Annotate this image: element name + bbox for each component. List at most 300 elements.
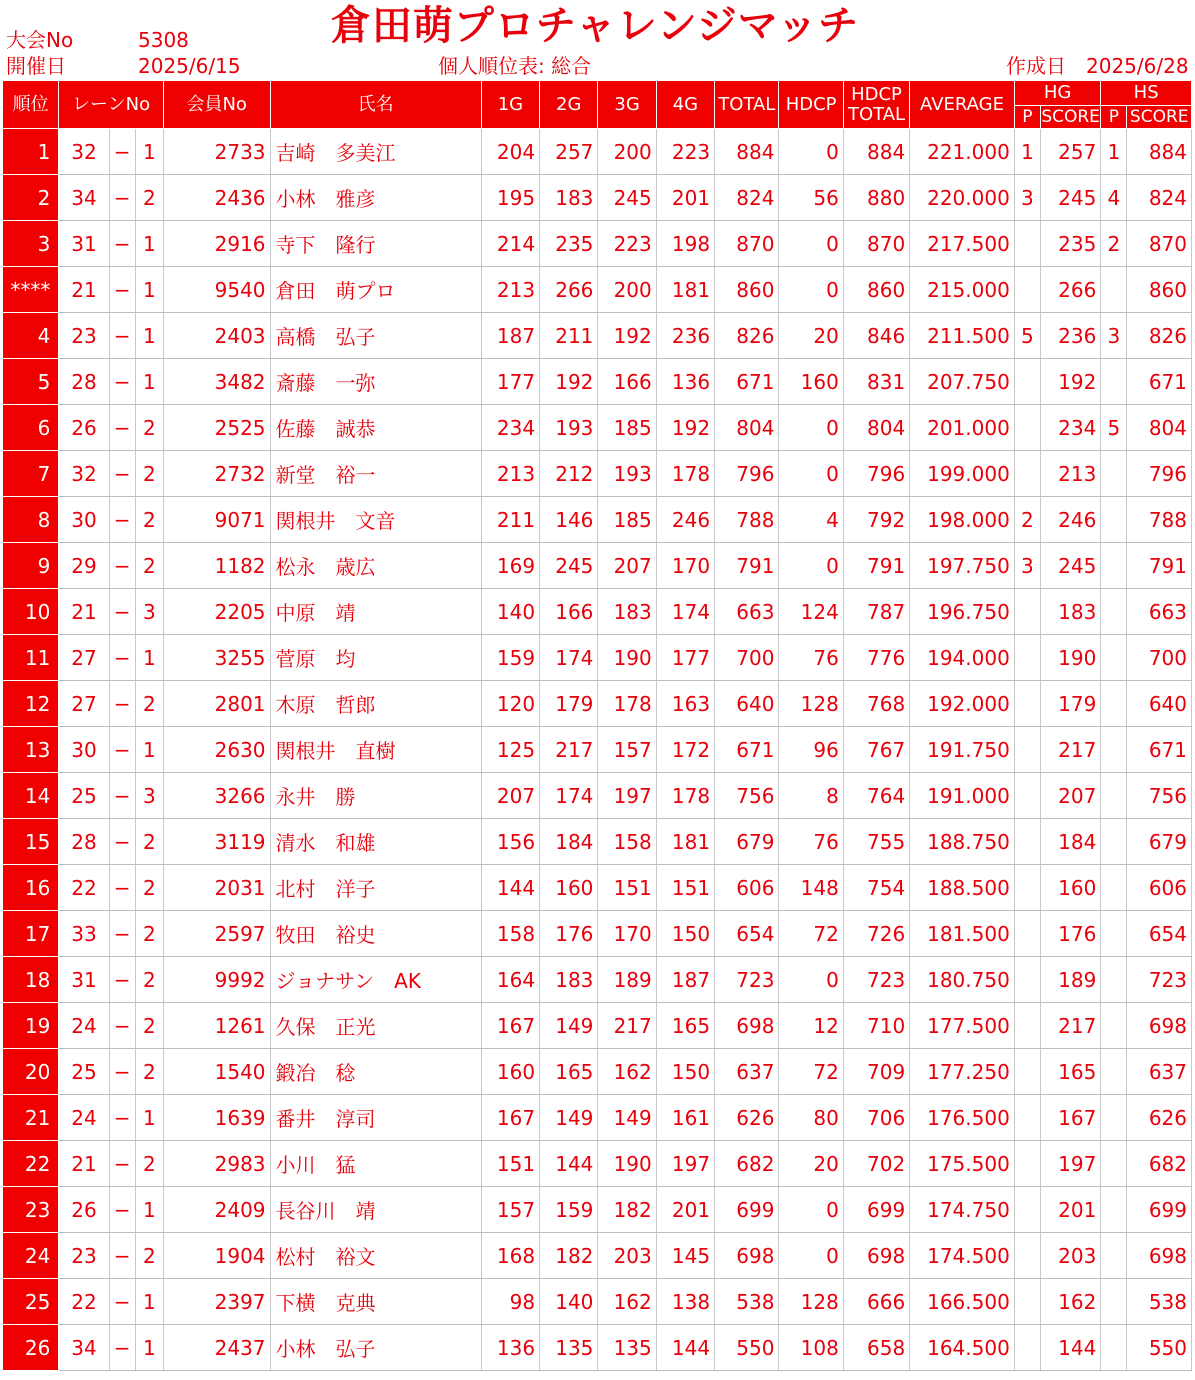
header-total: TOTAL xyxy=(715,81,779,129)
handicap-total: 698 xyxy=(843,1233,909,1279)
rank-cell: 13 xyxy=(3,727,59,773)
hg-place: 3 xyxy=(1014,175,1040,221)
lane-number: 25 xyxy=(59,1049,109,1095)
table-row xyxy=(3,543,1192,589)
member-number: 2437 xyxy=(163,1325,270,1371)
table-row xyxy=(3,451,1192,497)
lane-separator: − xyxy=(109,1187,135,1233)
handicap: 12 xyxy=(779,1003,843,1049)
lane-number: 31 xyxy=(59,221,109,267)
game1-score: 160 xyxy=(481,1049,539,1095)
handicap: 20 xyxy=(779,313,843,359)
hs-score: 826 xyxy=(1127,313,1192,359)
player-name: 北村 洋子 xyxy=(270,865,481,911)
rank-cell: 12 xyxy=(3,681,59,727)
hs-score: 700 xyxy=(1127,635,1192,681)
lane-number: 23 xyxy=(59,1233,109,1279)
player-name: 松永 歳広 xyxy=(270,543,481,589)
handicap-total: 804 xyxy=(843,405,909,451)
header-hs-p: P xyxy=(1101,106,1127,129)
game1-score: 177 xyxy=(481,359,539,405)
lane-box: 2 xyxy=(135,543,163,589)
hs-score: 824 xyxy=(1127,175,1192,221)
rank-cell: 23 xyxy=(3,1187,59,1233)
header-hs: HS xyxy=(1101,81,1192,106)
hs-score: 654 xyxy=(1127,911,1192,957)
handicap: 124 xyxy=(779,589,843,635)
player-name: 中原 靖 xyxy=(270,589,481,635)
hs-score: 663 xyxy=(1127,589,1192,635)
player-name: 番井 淳司 xyxy=(270,1095,481,1141)
table-row xyxy=(3,1279,1192,1325)
lane-box: 2 xyxy=(135,451,163,497)
lane-separator: − xyxy=(109,1003,135,1049)
total-score: 626 xyxy=(715,1095,779,1141)
lane-separator: − xyxy=(109,957,135,1003)
hg-score: 245 xyxy=(1040,543,1100,589)
table-row xyxy=(3,497,1192,543)
hg-place xyxy=(1014,1279,1040,1325)
hg-score: 234 xyxy=(1040,405,1100,451)
hg-place xyxy=(1014,1233,1040,1279)
hg-place xyxy=(1014,359,1040,405)
hs-place xyxy=(1101,589,1127,635)
handicap-total: 764 xyxy=(843,773,909,819)
game3-score: 189 xyxy=(598,957,656,1003)
handicap-total: 791 xyxy=(843,543,909,589)
handicap: 4 xyxy=(779,497,843,543)
game1-score: 144 xyxy=(481,865,539,911)
member-number: 9992 xyxy=(163,957,270,1003)
player-name: 倉田 萌プロ xyxy=(270,267,481,313)
handicap-total: 755 xyxy=(843,819,909,865)
handicap: 0 xyxy=(779,543,843,589)
rank-cell: 15 xyxy=(3,819,59,865)
game3-score: 185 xyxy=(598,497,656,543)
game3-score: 200 xyxy=(598,129,656,175)
rank-cell: 16 xyxy=(3,865,59,911)
total-score: 698 xyxy=(715,1233,779,1279)
handicap-total: 846 xyxy=(843,313,909,359)
player-name: 佐藤 誠恭 xyxy=(270,405,481,451)
total-score: 682 xyxy=(715,1141,779,1187)
table-row xyxy=(3,1233,1192,1279)
hg-place xyxy=(1014,911,1040,957)
member-number: 2916 xyxy=(163,221,270,267)
player-name: 清水 和雄 xyxy=(270,819,481,865)
table-row xyxy=(3,1187,1192,1233)
hg-place xyxy=(1014,773,1040,819)
handicap-total: 870 xyxy=(843,221,909,267)
hg-score: 179 xyxy=(1040,681,1100,727)
game2-score: 183 xyxy=(540,175,598,221)
member-number: 2436 xyxy=(163,175,270,221)
header-average: AVERAGE xyxy=(910,81,1015,129)
hg-place: 1 xyxy=(1014,129,1040,175)
hs-place xyxy=(1101,1141,1127,1187)
game1-score: 207 xyxy=(481,773,539,819)
rank-cell: 2 xyxy=(3,175,59,221)
handicap: 96 xyxy=(779,727,843,773)
table-row xyxy=(3,681,1192,727)
game3-score: 162 xyxy=(598,1049,656,1095)
rank-cell: 3 xyxy=(3,221,59,267)
member-number: 3482 xyxy=(163,359,270,405)
hs-place xyxy=(1101,635,1127,681)
handicap-total: 702 xyxy=(843,1141,909,1187)
lane-separator: − xyxy=(109,267,135,313)
game3-score: 178 xyxy=(598,681,656,727)
game1-score: 167 xyxy=(481,1003,539,1049)
total-score: 640 xyxy=(715,681,779,727)
hg-place xyxy=(1014,1003,1040,1049)
lane-separator: − xyxy=(109,589,135,635)
game4-score: 198 xyxy=(656,221,714,267)
player-name: 斎藤 一弥 xyxy=(270,359,481,405)
lane-separator: − xyxy=(109,359,135,405)
game3-score: 192 xyxy=(598,313,656,359)
hg-place xyxy=(1014,819,1040,865)
table-row xyxy=(3,1141,1192,1187)
table-row xyxy=(3,819,1192,865)
game3-score: 200 xyxy=(598,267,656,313)
average: 164.500 xyxy=(910,1325,1015,1371)
lane-separator: − xyxy=(109,1279,135,1325)
game3-score: 217 xyxy=(598,1003,656,1049)
game2-score: 212 xyxy=(540,451,598,497)
rank-cell: **** xyxy=(3,267,59,313)
hs-score: 796 xyxy=(1127,451,1192,497)
total-score: 826 xyxy=(715,313,779,359)
game1-score: 164 xyxy=(481,957,539,1003)
lane-separator: − xyxy=(109,911,135,957)
game3-score: 182 xyxy=(598,1187,656,1233)
hs-place xyxy=(1101,359,1127,405)
player-name: ジョナサン AK xyxy=(270,957,481,1003)
hs-place xyxy=(1101,727,1127,773)
member-number: 3266 xyxy=(163,773,270,819)
rank-cell: 14 xyxy=(3,773,59,819)
game4-score: 163 xyxy=(656,681,714,727)
hs-score: 640 xyxy=(1127,681,1192,727)
handicap-total: 726 xyxy=(843,911,909,957)
lane-number: 22 xyxy=(59,1279,109,1325)
member-number: 1540 xyxy=(163,1049,270,1095)
hs-score: 788 xyxy=(1127,497,1192,543)
lane-number: 30 xyxy=(59,497,109,543)
player-name: 松村 裕文 xyxy=(270,1233,481,1279)
rank-cell: 8 xyxy=(3,497,59,543)
date-label: 開催日 xyxy=(6,54,66,78)
header-hs-score: SCORE xyxy=(1127,106,1192,129)
game2-score: 179 xyxy=(540,681,598,727)
header-hdcp-total xyxy=(843,81,909,129)
game1-score: 211 xyxy=(481,497,539,543)
lane-number: 21 xyxy=(59,267,109,313)
game2-score: 165 xyxy=(540,1049,598,1095)
lane-separator: − xyxy=(109,1325,135,1371)
table-row xyxy=(3,129,1192,175)
member-number: 2733 xyxy=(163,129,270,175)
game2-score: 149 xyxy=(540,1095,598,1141)
total-score: 679 xyxy=(715,819,779,865)
table-row xyxy=(3,727,1192,773)
handicap: 80 xyxy=(779,1095,843,1141)
hs-place: 2 xyxy=(1101,221,1127,267)
lane-number: 31 xyxy=(59,957,109,1003)
header-hdcp-total-line2: TOTAL xyxy=(847,103,906,125)
game3-score: 203 xyxy=(598,1233,656,1279)
lane-number: 26 xyxy=(59,1187,109,1233)
member-number: 2031 xyxy=(163,865,270,911)
hg-score: 245 xyxy=(1040,175,1100,221)
hg-score: 160 xyxy=(1040,865,1100,911)
game3-score: 183 xyxy=(598,589,656,635)
total-score: 698 xyxy=(715,1003,779,1049)
handicap: 20 xyxy=(779,1141,843,1187)
game2-score: 183 xyxy=(540,957,598,1003)
game4-score: 187 xyxy=(656,957,714,1003)
game3-score: 190 xyxy=(598,1141,656,1187)
game2-score: 159 xyxy=(540,1187,598,1233)
lane-box: 2 xyxy=(135,1003,163,1049)
lane-separator: − xyxy=(109,405,135,451)
hs-score: 679 xyxy=(1127,819,1192,865)
game2-score: 160 xyxy=(540,865,598,911)
hs-score: 538 xyxy=(1127,1279,1192,1325)
total-score: 870 xyxy=(715,221,779,267)
hg-score: 144 xyxy=(1040,1325,1100,1371)
average: 166.500 xyxy=(910,1279,1015,1325)
player-name: 小林 雅彦 xyxy=(270,175,481,221)
member-number: 1639 xyxy=(163,1095,270,1141)
game1-score: 234 xyxy=(481,405,539,451)
game4-score: 178 xyxy=(656,773,714,819)
lane-box: 2 xyxy=(135,681,163,727)
lane-box: 1 xyxy=(135,1095,163,1141)
total-score: 550 xyxy=(715,1325,779,1371)
lane-box: 1 xyxy=(135,359,163,405)
lane-box: 2 xyxy=(135,865,163,911)
game2-score: 257 xyxy=(540,129,598,175)
hg-score: 257 xyxy=(1040,129,1100,175)
game4-score: 165 xyxy=(656,1003,714,1049)
game1-score: 151 xyxy=(481,1141,539,1187)
game4-score: 177 xyxy=(656,635,714,681)
game3-score: 157 xyxy=(598,727,656,773)
average: 198.000 xyxy=(910,497,1015,543)
header-game1: 1G xyxy=(481,81,539,129)
hs-score: 699 xyxy=(1127,1187,1192,1233)
game2-score: 182 xyxy=(540,1233,598,1279)
hg-place xyxy=(1014,405,1040,451)
lane-box: 2 xyxy=(135,911,163,957)
lane-box: 3 xyxy=(135,589,163,635)
lane-number: 34 xyxy=(59,175,109,221)
lane-number: 21 xyxy=(59,589,109,635)
rank-cell: 17 xyxy=(3,911,59,957)
game2-score: 245 xyxy=(540,543,598,589)
member-number: 2525 xyxy=(163,405,270,451)
total-score: 756 xyxy=(715,773,779,819)
game4-score: 236 xyxy=(656,313,714,359)
table-row xyxy=(3,313,1192,359)
average: 181.500 xyxy=(910,911,1015,957)
hs-score: 791 xyxy=(1127,543,1192,589)
handicap-total: 658 xyxy=(843,1325,909,1371)
handicap-total: 831 xyxy=(843,359,909,405)
hg-score: 201 xyxy=(1040,1187,1100,1233)
game1-score: 187 xyxy=(481,313,539,359)
handicap: 0 xyxy=(779,957,843,1003)
rank-cell: 19 xyxy=(3,1003,59,1049)
game1-score: 140 xyxy=(481,589,539,635)
total-score: 699 xyxy=(715,1187,779,1233)
hs-score: 804 xyxy=(1127,405,1192,451)
hs-place: 5 xyxy=(1101,405,1127,451)
rank-cell: 1 xyxy=(3,129,59,175)
game4-score: 174 xyxy=(656,589,714,635)
game1-score: 169 xyxy=(481,543,539,589)
rank-cell: 24 xyxy=(3,1233,59,1279)
hs-place xyxy=(1101,957,1127,1003)
handicap-total: 699 xyxy=(843,1187,909,1233)
rank-cell: 9 xyxy=(3,543,59,589)
hg-score: 183 xyxy=(1040,589,1100,635)
game3-score: 158 xyxy=(598,819,656,865)
lane-number: 34 xyxy=(59,1325,109,1371)
hg-score: 207 xyxy=(1040,773,1100,819)
hs-place xyxy=(1101,267,1127,313)
lane-separator: − xyxy=(109,1095,135,1141)
handicap: 128 xyxy=(779,681,843,727)
handicap: 108 xyxy=(779,1325,843,1371)
table-row xyxy=(3,589,1192,635)
average: 220.000 xyxy=(910,175,1015,221)
member-number: 2409 xyxy=(163,1187,270,1233)
average: 174.750 xyxy=(910,1187,1015,1233)
table-row xyxy=(3,359,1192,405)
hg-place xyxy=(1014,681,1040,727)
player-name: 下横 克典 xyxy=(270,1279,481,1325)
game3-score: 149 xyxy=(598,1095,656,1141)
game4-score: 151 xyxy=(656,865,714,911)
average: 174.500 xyxy=(910,1233,1015,1279)
lane-box: 2 xyxy=(135,957,163,1003)
total-score: 606 xyxy=(715,865,779,911)
total-score: 671 xyxy=(715,727,779,773)
lane-separator: − xyxy=(109,865,135,911)
total-score: 824 xyxy=(715,175,779,221)
handicap-total: 709 xyxy=(843,1049,909,1095)
handicap-total: 884 xyxy=(843,129,909,175)
game1-score: 120 xyxy=(481,681,539,727)
game1-score: 125 xyxy=(481,727,539,773)
average: 217.500 xyxy=(910,221,1015,267)
hg-score: 197 xyxy=(1040,1141,1100,1187)
average: 177.250 xyxy=(910,1049,1015,1095)
lane-box: 1 xyxy=(135,727,163,773)
created-label: 作成日 xyxy=(1006,54,1066,78)
rank-cell: 6 xyxy=(3,405,59,451)
rank-cell: 5 xyxy=(3,359,59,405)
member-number: 2983 xyxy=(163,1141,270,1187)
member-number: 2732 xyxy=(163,451,270,497)
hs-place: 1 xyxy=(1101,129,1127,175)
hs-score: 860 xyxy=(1127,267,1192,313)
hs-place xyxy=(1101,865,1127,911)
game4-score: 181 xyxy=(656,267,714,313)
hg-place xyxy=(1014,957,1040,1003)
hg-place xyxy=(1014,1141,1040,1187)
hs-place: 3 xyxy=(1101,313,1127,359)
lane-number: 28 xyxy=(59,359,109,405)
lane-separator: − xyxy=(109,497,135,543)
hs-place xyxy=(1101,773,1127,819)
hs-place xyxy=(1101,819,1127,865)
tournament-number: 5308 xyxy=(138,28,189,52)
rank-cell: 4 xyxy=(3,313,59,359)
member-number: 1904 xyxy=(163,1233,270,1279)
average: 188.500 xyxy=(910,865,1015,911)
lane-number: 27 xyxy=(59,681,109,727)
hs-place: 4 xyxy=(1101,175,1127,221)
lane-separator: − xyxy=(109,635,135,681)
lane-number: 26 xyxy=(59,405,109,451)
table-row xyxy=(3,405,1192,451)
hs-place xyxy=(1101,681,1127,727)
member-number: 2597 xyxy=(163,911,270,957)
total-score: 860 xyxy=(715,267,779,313)
handicap: 76 xyxy=(779,819,843,865)
lane-number: 27 xyxy=(59,635,109,681)
game4-score: 172 xyxy=(656,727,714,773)
table-row xyxy=(3,1049,1192,1095)
game4-score: 136 xyxy=(656,359,714,405)
rank-cell: 21 xyxy=(3,1095,59,1141)
lane-box: 1 xyxy=(135,221,163,267)
total-score: 700 xyxy=(715,635,779,681)
handicap-total: 787 xyxy=(843,589,909,635)
game2-score: 174 xyxy=(540,635,598,681)
lane-box: 3 xyxy=(135,773,163,819)
game4-score: 170 xyxy=(656,543,714,589)
hg-score: 189 xyxy=(1040,957,1100,1003)
game3-score: 197 xyxy=(598,773,656,819)
game3-score: 162 xyxy=(598,1279,656,1325)
total-score: 637 xyxy=(715,1049,779,1095)
total-score: 884 xyxy=(715,129,779,175)
hg-place: 3 xyxy=(1014,543,1040,589)
lane-number: 33 xyxy=(59,911,109,957)
average: 201.000 xyxy=(910,405,1015,451)
lane-box: 2 xyxy=(135,1141,163,1187)
hg-place: 5 xyxy=(1014,313,1040,359)
player-name: 関根井 文音 xyxy=(270,497,481,543)
total-score: 788 xyxy=(715,497,779,543)
lane-separator: − xyxy=(109,819,135,865)
lane-number: 22 xyxy=(59,865,109,911)
player-name: 関根井 直樹 xyxy=(270,727,481,773)
lane-box: 2 xyxy=(135,1049,163,1095)
hg-place xyxy=(1014,267,1040,313)
lane-box: 1 xyxy=(135,267,163,313)
hg-place xyxy=(1014,727,1040,773)
hs-score: 723 xyxy=(1127,957,1192,1003)
player-name: 小川 猛 xyxy=(270,1141,481,1187)
hs-score: 626 xyxy=(1127,1095,1192,1141)
handicap: 0 xyxy=(779,1187,843,1233)
